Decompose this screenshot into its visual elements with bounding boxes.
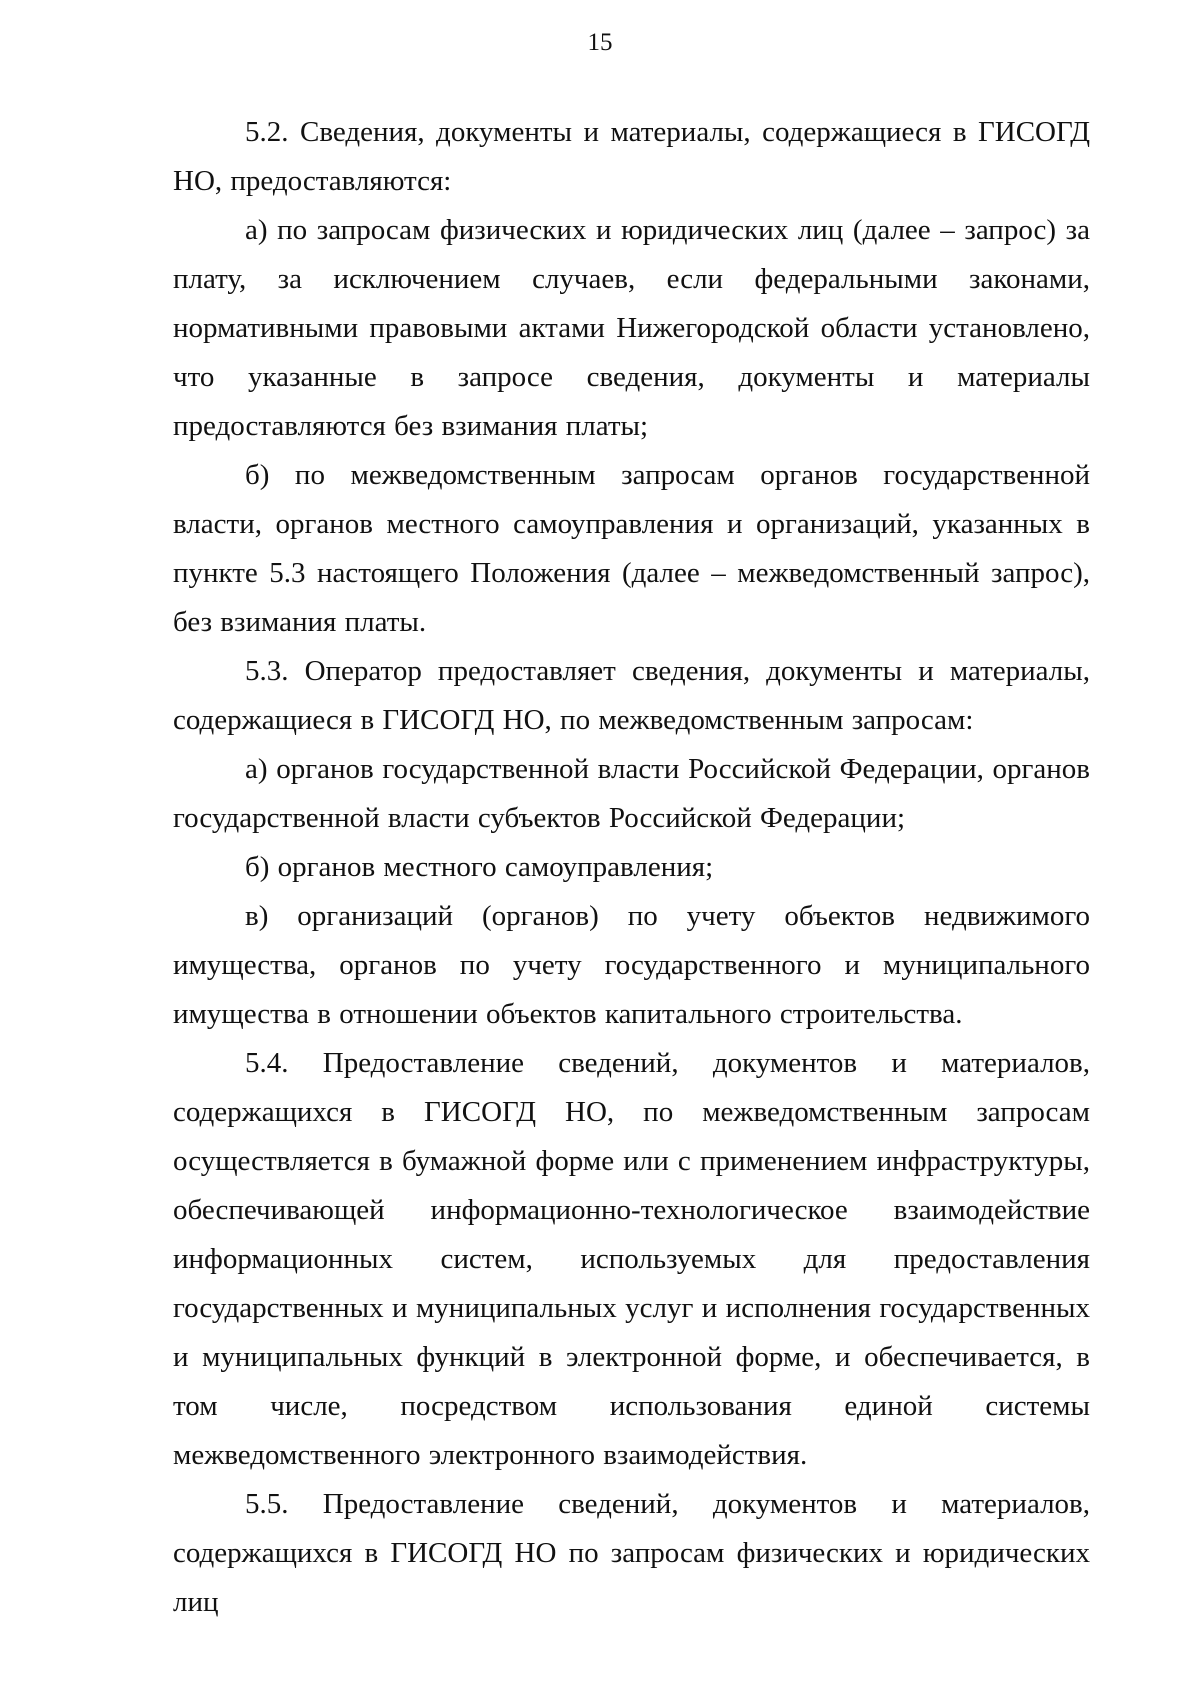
paragraph-5-3-a: а) органов государственной власти Российской Федерации, органов государственной власти субъектов Российской Федерации; — [173, 753, 1090, 834]
paragraph-5-5: 5.5. Предоставление сведений, документов и материалов, содержащихся в ГИСОГД НО по запросам физических и юридических лиц — [173, 1488, 1090, 1618]
document-body — [173, 108, 1090, 1627]
paragraph-5-2: 5.2. Сведения, документы и материалы, содержащиеся в ГИСОГД НО, предоставляются: — [173, 116, 1090, 197]
paragraph-5-2-a: а) по запросам физических и юридических лиц (далее – запрос) за плату, за исключением случаев, если федеральными законами, нормативными правовыми актами Нижегородской области установлено, что указанные в запросе сведения, документы и материалы предоставляются без взимания платы; — [173, 214, 1090, 442]
paragraph-5-3-v: в) организаций (органов) по учету объектов недвижимого имущества, органов по учету государственного и муниципального имущества в отношении объектов капитального строительства. — [173, 900, 1090, 1030]
paragraph-5-4: 5.4. Предоставление сведений, документов и материалов, содержащихся в ГИСОГД НО, по межведомственным запросам осуществляется в бумажной форме или с применением инфраструктуры, обеспечивающей информационно-технологическое взаимодействие информационных систем, используемых для предоставления государственных и муниципальных услуг и исполнения государственных и муниципальных функций в электронной форме, и обеспечивается, в том числе, посредством использования единой системы межведомственного электронного взаимодействия. — [173, 1047, 1090, 1471]
paragraph-5-2-b: б) по межведомственным запросам органов государственной власти, органов местного самоуправления и организаций, указанных в пункте 5.3 настоящего Положения (далее – межведомственный запрос), без взимания платы. — [173, 459, 1090, 638]
page-number: 15 — [587, 29, 613, 56]
paragraph-5-3-b: б) органов местного самоуправления; — [245, 851, 714, 883]
paragraph-5-3: 5.3. Оператор предоставляет сведения, документы и материалы, содержащиеся в ГИСОГД НО, по межведомственным запросам: — [173, 655, 1090, 736]
